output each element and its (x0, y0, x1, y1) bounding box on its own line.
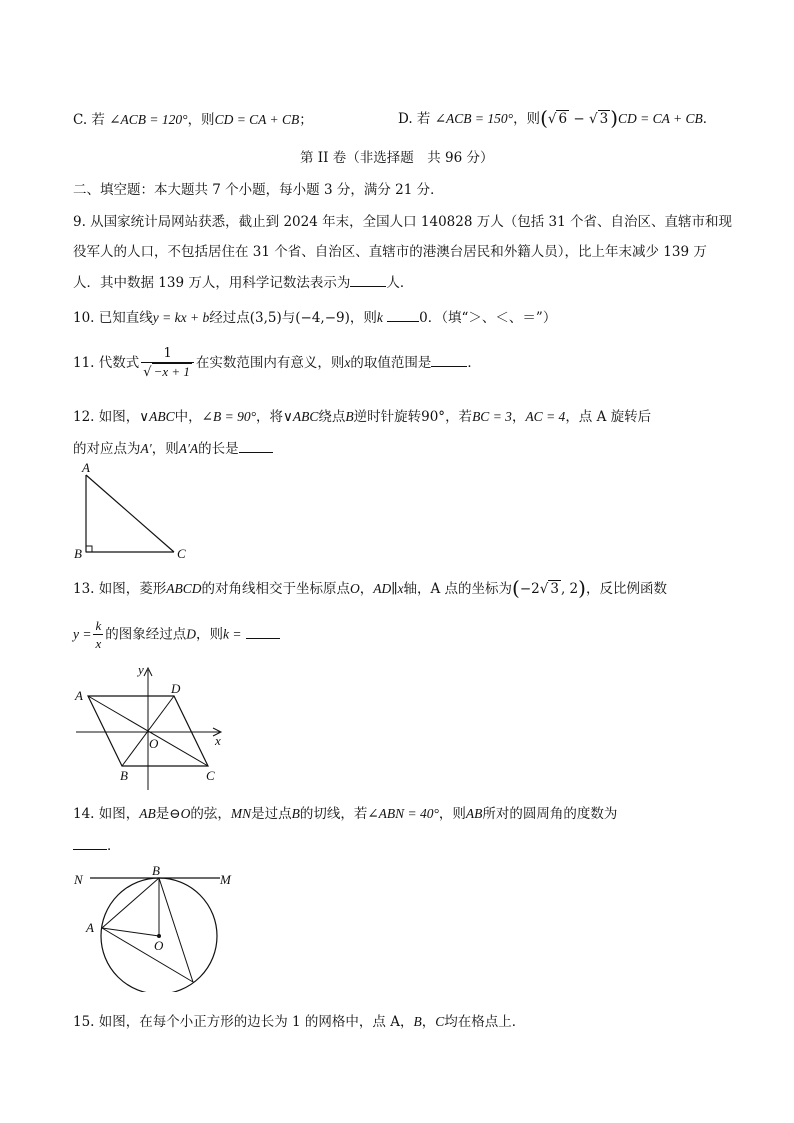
q12-t4: 逆时针旋转 (353, 409, 422, 425)
q12-t6: ，点 A 旋转后 (565, 409, 652, 425)
q14-t6: 所对的圆周角的度数为 (482, 806, 618, 822)
answer-blank[interactable] (239, 440, 273, 453)
label-d: D (171, 681, 181, 696)
q10 (73, 306, 556, 326)
q10-pre: 10. 已知直线 (73, 310, 153, 326)
sqrt-symbol-icon: √ (539, 581, 549, 597)
q11-numerator: 1 (141, 346, 194, 363)
answer-blank[interactable] (246, 626, 280, 639)
q14-mn: MN (230, 806, 252, 821)
q12-aa: A′A (178, 441, 199, 456)
q13-line2 (73, 618, 280, 652)
q11-post2: 的取值范围是 (350, 355, 432, 371)
q13-fraction (93, 618, 103, 652)
option-c-condition: ∠ACB = 120° (109, 112, 188, 127)
q11-x: x (344, 355, 351, 370)
q10-then: ，则 (349, 310, 377, 326)
figure-q12-triangle (70, 460, 200, 565)
q14-t1: 是 (155, 806, 170, 822)
q14-b: B (291, 806, 300, 821)
q13-y: y = (73, 626, 92, 642)
q15-mid: ， (421, 1014, 436, 1030)
q9-line2: 役军人的人口，不包括居住在 31 个省、自治区、直辖市的港澳台居民和外籍人员），比上年末减少 139 万 (73, 244, 707, 260)
sqrt-symbol-icon: √ (547, 111, 557, 127)
q12-line1 (73, 405, 651, 425)
option-c-end: ； (299, 112, 313, 128)
q12-ac: AC = 4 (525, 409, 566, 424)
q13-o: O (350, 581, 360, 596)
q14-circle: ⊖O (169, 806, 191, 821)
q12-angle: ∠B = 90° (201, 409, 256, 424)
section-title: 第 II 卷（非选择题 共 96 分） (300, 150, 494, 166)
q12-t7: 的对应点为 (73, 441, 141, 457)
q11-pre: 11. 代数式 (73, 355, 140, 371)
q13-t3: 轴，A 点的坐标为 (403, 581, 513, 597)
q14-ab: AB (139, 806, 156, 821)
q14-angle: ∠ABN = 40° (367, 806, 439, 821)
label-c: C (177, 546, 186, 561)
q12-line2 (73, 437, 273, 457)
option-d-condition: ∠ACB = 150° (434, 111, 514, 126)
label-a: A (86, 920, 94, 935)
q13-t2: ， (359, 581, 374, 597)
q12-deg: 90° (421, 409, 446, 425)
option-c-label: C. 若 (73, 112, 105, 128)
q13-t4: ，反比例函数 (585, 581, 667, 597)
q12-t5: ，若 (445, 409, 473, 425)
q15-pre: 15. 如图，在每个小正方形的边长为 1 的网格中，点 A， (73, 1014, 414, 1030)
q14-t2: 的弦， (190, 806, 231, 822)
q14-pre: 14. 如图， (73, 806, 140, 822)
q13-k: k = (223, 626, 242, 642)
q12-pre: 12. 如图， (73, 409, 140, 425)
answer-blank[interactable] (387, 309, 419, 322)
q10-point2: (−4,−9) (295, 310, 350, 326)
q11-fraction (141, 346, 194, 381)
q10-and: 与 (281, 310, 296, 326)
q9-line1: 9. 从国家统计局网站获悉，截止到 2024 年末，全国人口 140828 万人（包括 31 个省、自治区、直辖市和现 (73, 214, 732, 230)
option-c-sep: ，则 (187, 112, 215, 128)
q13-ad-parallel: AD∥x (373, 581, 404, 596)
q12-t1: 中， (174, 409, 202, 425)
q15-b: B (413, 1014, 422, 1029)
q13-t5: 的图象经过点 (105, 626, 187, 643)
q10-hint: （填“＞、＜、＝”） (441, 310, 557, 326)
segment-ao (102, 928, 159, 936)
q10-mid: 经过点 (209, 310, 250, 326)
q12-triangle2: ∨ABC (282, 409, 319, 424)
q11 (73, 346, 481, 381)
q12-b: B (345, 409, 354, 424)
q12-t2: ，将 (255, 409, 283, 425)
option-c (73, 108, 313, 128)
q10-k: k (376, 310, 383, 325)
option-d-radicand-b: 3 (599, 111, 609, 127)
label-b: B (120, 768, 128, 783)
label-b: B (152, 863, 160, 878)
answer-blank[interactable] (350, 274, 386, 287)
label-x: x (215, 733, 221, 748)
q12-triangle: ∨ABC (139, 409, 175, 424)
q14-line1 (73, 802, 617, 822)
label-o: O (149, 736, 159, 751)
q10-point1: (3,5) (249, 310, 282, 326)
label-m: M (220, 872, 231, 887)
q13-denominator: x (95, 636, 102, 651)
q15-post: 均在格点上． (444, 1014, 526, 1030)
q13-coord-post: , 2 (560, 581, 579, 597)
label-a: A (75, 688, 83, 703)
q10-zero: 0． (419, 310, 442, 326)
q13-t6: ，则 (196, 626, 224, 643)
label-y: y (138, 662, 144, 677)
q14-t5: ，则 (438, 806, 466, 822)
figure-q14-circle (70, 860, 240, 992)
right-angle-icon (86, 546, 92, 552)
q13-d: D (186, 626, 197, 642)
q15-c: C (435, 1014, 445, 1029)
answer-blank[interactable] (431, 354, 467, 367)
q12-t3: 绕点 (318, 409, 346, 425)
sqrt-symbol-icon: √ (143, 365, 152, 380)
answer-blank[interactable] (73, 837, 107, 850)
q14-end: ． (107, 838, 121, 854)
sqrt-symbol-icon: √ (588, 111, 598, 127)
label-n: N (74, 872, 83, 887)
q13-t1: 的对角线相交于坐标原点 (201, 581, 351, 597)
option-d: D. 若 ∠ACB = 150°，则(√ 6 − √ 3 )CD = CA + CB． (398, 106, 717, 130)
label-a: A (82, 460, 90, 475)
q13-pre: 13. 如图，菱形 (73, 581, 167, 597)
label-o: O (154, 938, 164, 953)
q10-equation: y = kx + b (152, 310, 210, 325)
q12-aprime: A′ (140, 441, 152, 456)
q9-text: 人．其中数据 139 万人，用科学记数法表示为 (73, 275, 351, 291)
q12-bc: BC = 3 (472, 409, 512, 424)
q13-coord-rad: 3 (550, 581, 559, 597)
q9-line3 (73, 271, 413, 291)
option-d-end: ． (702, 111, 717, 127)
q11-post1: 在实数范围内有意义，则 (195, 355, 345, 371)
option-d-conclusion: CD = CA + CB (618, 111, 703, 126)
q15 (73, 1010, 525, 1030)
option-d-sep: ，则 (513, 111, 541, 127)
q13-line1: 13. 如图，菱形ABCD的对角线相交于坐标原点O，AD∥x轴，A 点的坐标为(−2√ 3 , 2)，反比例函数 (73, 576, 667, 600)
q11-end: ． (467, 355, 481, 371)
q13-abcd: ABCD (166, 581, 202, 596)
figure-q13-rhombus (70, 660, 240, 792)
q14-ab2: AB (465, 806, 483, 821)
option-d-radicand-a: 6 (558, 111, 568, 127)
q13-coord-pre: −2 (519, 581, 540, 597)
q9-end: 人． (386, 275, 414, 291)
q14-t4: 的切线，若 (299, 806, 368, 822)
q11-denominator: −x + 1 (153, 364, 190, 379)
segment-ac (86, 475, 174, 552)
label-c: C (206, 768, 215, 783)
q14-t3: 是过点 (251, 806, 292, 822)
option-c-conclusion: CD = CA + CB (214, 112, 300, 127)
q12-t9: 的长是 (198, 441, 239, 457)
option-d-label: D. 若 (398, 111, 431, 127)
q12-comma: ， (511, 409, 526, 425)
q12-t8: ，则 (151, 441, 179, 457)
q14-line2 (73, 834, 121, 854)
part2-header: 二、填空题：本大题共 7 个小题，每小题 3 分，满分 21 分． (73, 182, 444, 198)
label-b: B (74, 546, 82, 561)
segment-b-p (159, 878, 193, 982)
q13-numerator: k (95, 618, 102, 633)
